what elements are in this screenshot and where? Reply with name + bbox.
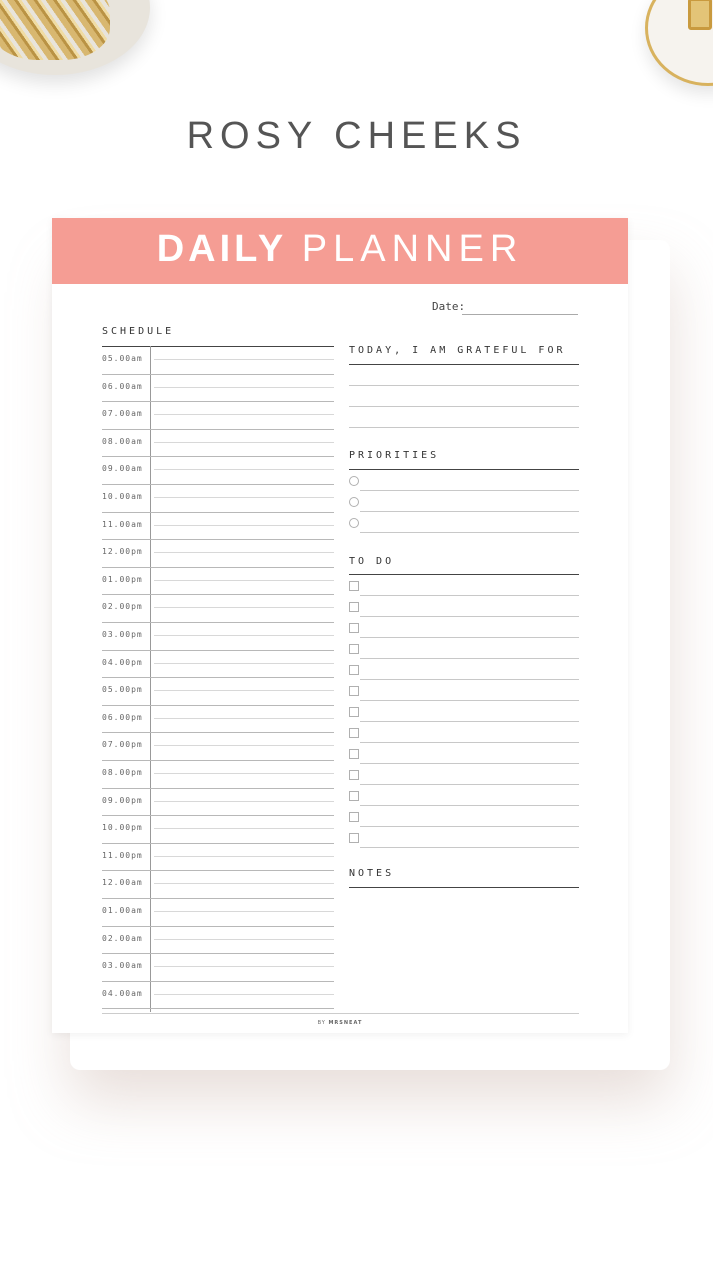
planner-title (52, 228, 628, 271)
todo-line[interactable] (360, 679, 579, 680)
schedule-half-line[interactable] (154, 469, 334, 470)
schedule-half-line[interactable] (154, 994, 334, 995)
brand-title: ROSY CHEEKS (186, 115, 527, 157)
date-label: Date: (432, 300, 466, 313)
schedule-half-line[interactable] (154, 552, 334, 553)
priorities-title: PRIORITIES (349, 450, 440, 461)
planner-banner (52, 218, 628, 284)
priority-circle-icon[interactable] (349, 518, 359, 528)
notes-area[interactable] (349, 890, 579, 1010)
todo-checkbox-icon[interactable] (349, 770, 359, 780)
priority-circle-icon[interactable] (349, 497, 359, 507)
todo-checkbox-icon[interactable] (349, 644, 359, 654)
grateful-line[interactable] (349, 427, 579, 428)
schedule-hour-line[interactable] (102, 622, 334, 623)
schedule-time: 02.00am (102, 933, 143, 943)
schedule-time: 10.00am (102, 492, 143, 501)
schedule-time: 03.00pm (102, 630, 143, 639)
todo-line[interactable] (360, 826, 579, 827)
schedule-time: 05.00am (102, 354, 143, 363)
schedule-time: 11.00am (102, 519, 143, 529)
planner-sheet (52, 218, 628, 1033)
notes-title: NOTES (349, 868, 395, 879)
todo-checkbox-icon[interactable] (349, 833, 359, 843)
schedule-hour-line[interactable] (102, 401, 334, 402)
schedule-time: 06.00pm (102, 712, 143, 722)
schedule-half-line[interactable] (154, 690, 334, 691)
todo-line[interactable] (360, 637, 579, 638)
schedule-hour-line[interactable] (102, 926, 334, 927)
todo-line[interactable] (360, 742, 579, 743)
priority-circle-icon[interactable] (349, 476, 359, 486)
grateful-title: TODAY, I AM GRATEFUL FOR (349, 345, 566, 356)
schedule-hour-line[interactable] (102, 870, 334, 871)
schedule-divider (150, 346, 151, 1012)
schedule-half-line[interactable] (154, 939, 334, 940)
gold-clips-dish-image (0, 0, 150, 75)
schedule-half-line[interactable] (154, 663, 334, 664)
schedule-header-line (102, 346, 334, 347)
todo-checkbox-icon[interactable] (349, 812, 359, 822)
schedule-time: 08.00am (102, 436, 143, 446)
schedule-hour-line[interactable] (102, 650, 334, 651)
priority-line[interactable] (360, 511, 579, 512)
schedule-half-line[interactable] (154, 828, 334, 829)
todo-checkbox-icon[interactable] (349, 791, 359, 801)
gold-rim-dish-image (645, 0, 713, 86)
schedule-time: 05.00pm (102, 685, 143, 695)
todo-checkbox-icon[interactable] (349, 686, 359, 696)
schedule-time: 12.00am (102, 878, 143, 888)
priority-line[interactable] (360, 532, 579, 533)
schedule-time: 01.00pm (102, 574, 143, 584)
todo-line[interactable] (360, 805, 579, 806)
schedule-time: 09.00am (102, 464, 143, 474)
schedule-half-line[interactable] (154, 745, 334, 746)
schedule-time: 07.00pm (102, 740, 143, 750)
footer-maker: MRSNEAT (328, 1020, 363, 1026)
schedule-hour-line[interactable] (102, 843, 334, 844)
schedule-time: 04.00pm (102, 657, 143, 667)
schedule-half-line[interactable] (154, 718, 334, 719)
schedule-hour-line[interactable] (102, 567, 334, 568)
schedule-time: 10.00pm (102, 823, 143, 833)
schedule-hour-line[interactable] (102, 953, 334, 954)
schedule-time: 09.00pm (102, 795, 143, 805)
schedule-half-line[interactable] (154, 414, 334, 415)
grateful-header-line (349, 364, 579, 365)
schedule-time: 12.00pm (102, 547, 143, 557)
schedule-half-line[interactable] (154, 580, 334, 581)
todo-header-line (349, 574, 579, 575)
todo-checkbox-icon[interactable] (349, 581, 359, 591)
date-line[interactable] (462, 314, 578, 315)
schedule-hour-line[interactable] (102, 788, 334, 789)
todo-title: TO DO (349, 556, 395, 567)
schedule-time: 01.00am (102, 906, 143, 915)
schedule-hour-line[interactable] (102, 677, 334, 678)
todo-line[interactable] (360, 763, 579, 764)
schedule-half-line[interactable] (154, 966, 334, 967)
priorities-header-line (349, 469, 579, 470)
schedule-hour-line[interactable] (102, 732, 334, 733)
todo-checkbox-icon[interactable] (349, 665, 359, 675)
schedule-half-line[interactable] (154, 359, 334, 360)
todo-line[interactable] (360, 847, 579, 848)
schedule-hour-line[interactable] (102, 512, 334, 513)
footer-by: BY (317, 1020, 326, 1026)
grateful-line[interactable] (349, 385, 579, 386)
footer (52, 1020, 628, 1026)
binder-clips-image (0, 0, 110, 60)
schedule-time: 03.00am (102, 961, 143, 971)
schedule-time: 08.00pm (102, 768, 143, 777)
schedule-hour-line[interactable] (102, 705, 334, 706)
schedule-hour-line[interactable] (102, 456, 334, 457)
schedule-half-line[interactable] (154, 607, 334, 608)
todo-checkbox-icon[interactable] (349, 602, 359, 612)
todo-checkbox-icon[interactable] (349, 707, 359, 717)
schedule-half-line[interactable] (154, 911, 334, 912)
grateful-line[interactable] (349, 406, 579, 407)
todo-line[interactable] (360, 700, 579, 701)
schedule-hour-line[interactable] (102, 815, 334, 816)
schedule-time: 07.00am (102, 409, 143, 419)
schedule-half-line[interactable] (154, 497, 334, 498)
todo-checkbox-icon[interactable] (349, 728, 359, 738)
schedule-time: 06.00am (102, 381, 143, 391)
schedule-hour-line[interactable] (102, 539, 334, 540)
notes-header-line (349, 887, 579, 888)
schedule-hour-line[interactable] (102, 594, 334, 595)
schedule-half-line[interactable] (154, 442, 334, 443)
schedule-hour-line[interactable] (102, 429, 334, 430)
schedule-half-line[interactable] (154, 773, 334, 774)
title-light: PLANNER (301, 228, 524, 270)
schedule-time: 11.00pm (102, 850, 143, 860)
schedule-half-line[interactable] (154, 525, 334, 526)
schedule-half-line[interactable] (154, 635, 334, 636)
schedule-time: 02.00pm (102, 602, 143, 612)
todo-line[interactable] (360, 616, 579, 617)
schedule-half-line[interactable] (154, 801, 334, 802)
schedule-title: SCHEDULE (102, 326, 175, 337)
todo-checkbox-icon[interactable] (349, 749, 359, 759)
todo-line[interactable] (360, 595, 579, 596)
priority-line[interactable] (360, 490, 579, 491)
schedule-hour-line[interactable] (102, 898, 334, 899)
todo-line[interactable] (360, 721, 579, 722)
footer-line (102, 1013, 579, 1014)
schedule-half-line[interactable] (154, 387, 334, 388)
schedule-hour-line[interactable] (102, 760, 334, 761)
schedule-time: 04.00am (102, 988, 143, 998)
schedule-hour-line[interactable] (102, 374, 334, 375)
schedule-hour-line[interactable] (102, 1008, 334, 1009)
todo-line[interactable] (360, 658, 579, 659)
schedule-half-line[interactable] (154, 856, 334, 857)
title-bold: DAILY (156, 228, 288, 270)
todo-checkbox-icon[interactable] (349, 623, 359, 633)
todo-line[interactable] (360, 784, 579, 785)
gold-clip-image (688, 0, 712, 30)
schedule-half-line[interactable] (154, 883, 334, 884)
schedule-hour-line[interactable] (102, 981, 334, 982)
schedule-hour-line[interactable] (102, 484, 334, 485)
